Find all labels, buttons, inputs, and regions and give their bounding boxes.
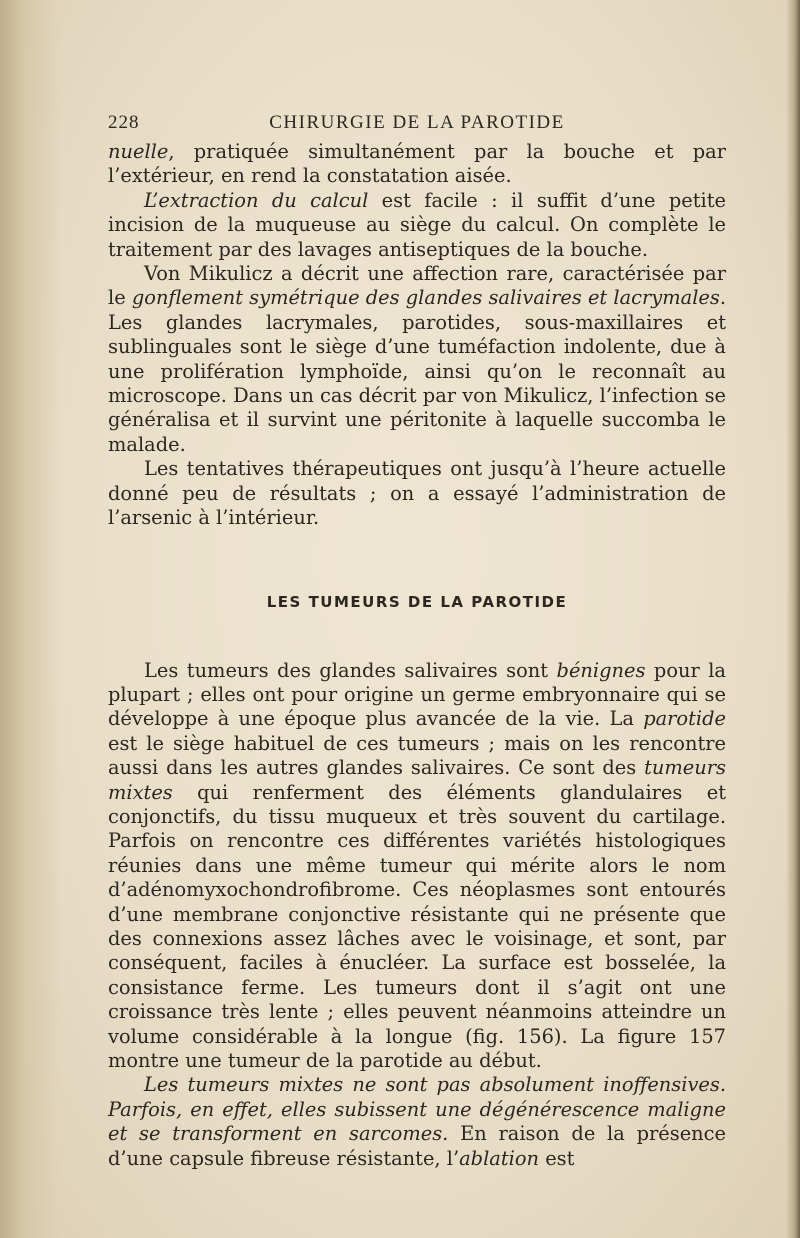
p6-italic-c: ablation (459, 1146, 540, 1170)
p6-text-d: est (539, 1146, 575, 1170)
p6-italic-a: Les tumeurs mixtes ne sont pas absolument inoffensives. Parfois, en effet, elles subissent une dégénérescence maligne et se transforment en sarcomes. (108, 1073, 726, 1146)
p6-text-b: En raison de la présence d’une capsule fibreuse résistante, l’ (108, 1122, 726, 1170)
p5-text-a: Les tumeurs des glandes salivaires sont (144, 658, 557, 682)
p2-text: est facile : il suffit d’une petite incision de la muqueuse au siège du calcul. On complète le traitement par des lavages antiseptiques de la bouche. (108, 188, 726, 261)
p3-text-c: . Les glandes lacrymales, parotides, sous-maxillaires et sublinguales sont le siège d’une tuméfaction indolente, due à une prolifération lymphoïde, ainsi qu’on le reconnaît au microscope. Dans un cas décrit par von Mikulicz, l’infection se généralisa et il survint une péritonite à laquelle succomba le malade. (108, 286, 726, 456)
p1-italic: nuelle (108, 140, 169, 163)
text-block (108, 112, 726, 1171)
p3-text-a: Von Mikulicz a décrit une affection rare, caractérisée par le (108, 262, 726, 310)
page-edge (786, 0, 800, 1238)
p5-italic-d: parotide (643, 707, 726, 731)
paragraph-3 (108, 262, 726, 457)
p5-text-g: qui renferment des éléments glandulaires et conjonctifs, du tissu muqueux et très souvent du cartilage. Parfois on rencontre ces différentes variétés histologiques réunies dans une même tumeur qui mérite alors le nom d’adénomyxochondrofibrome. Ces néoplasmes sont entourés d’une membrane conjonctive résistante qui ne présente que des connexions assez lâches avec le voisinage, et sont, par conséquent, faciles à énucléer. La surface est bosselée, la consistance ferme. Les tumeurs dont il s’agit ont une croissance très lente ; elles peuvent néanmoins atteindre un volume considérable à la longue (fig. 156). La figure 157 montre une tumeur de la parotide au début. (108, 780, 726, 1072)
p1-text: , pratiquée simultanément par la bouche et par l’extérieur, en rend la constatation aisée. (108, 140, 726, 188)
p5-italic-b: bénignes (556, 658, 646, 682)
paragraph-1 (108, 140, 726, 189)
binding-shadow (0, 0, 60, 1238)
p3-italic: gonflement symétrique des glandes salivaires et lacrymales (131, 286, 720, 310)
p5-text-c: pour la plupart ; elles ont pour origine un germe embryonnaire qui se développe à une époque plus avancée de la vie. La (108, 658, 726, 731)
running-title: CHIRURGIE DE LA PAROTIDE (269, 112, 565, 133)
paragraph-6 (108, 1073, 726, 1171)
p5-text-e: est le siège habituel de ces tumeurs ; mais on les rencontre aussi dans les autres glandes salivaires. Ce sont des (108, 731, 726, 780)
paragraph-2 (108, 189, 726, 262)
page-number: 228 (108, 112, 140, 133)
page-header (108, 112, 726, 134)
p4-text: Les tentatives thérapeutiques ont jusqu’à l’heure actuelle donné peu de résultats ; on a essayé l’administration de l’arsenic à l’intérieur. (108, 457, 726, 530)
paragraph-5 (108, 659, 726, 1074)
section-title: LES TUMEURS DE LA PAROTIDE (266, 592, 568, 611)
paragraph-4 (108, 457, 726, 530)
p5-italic-f: tumeurs mixtes (108, 756, 726, 804)
p2-italic: L’extraction du calcul (144, 188, 369, 212)
